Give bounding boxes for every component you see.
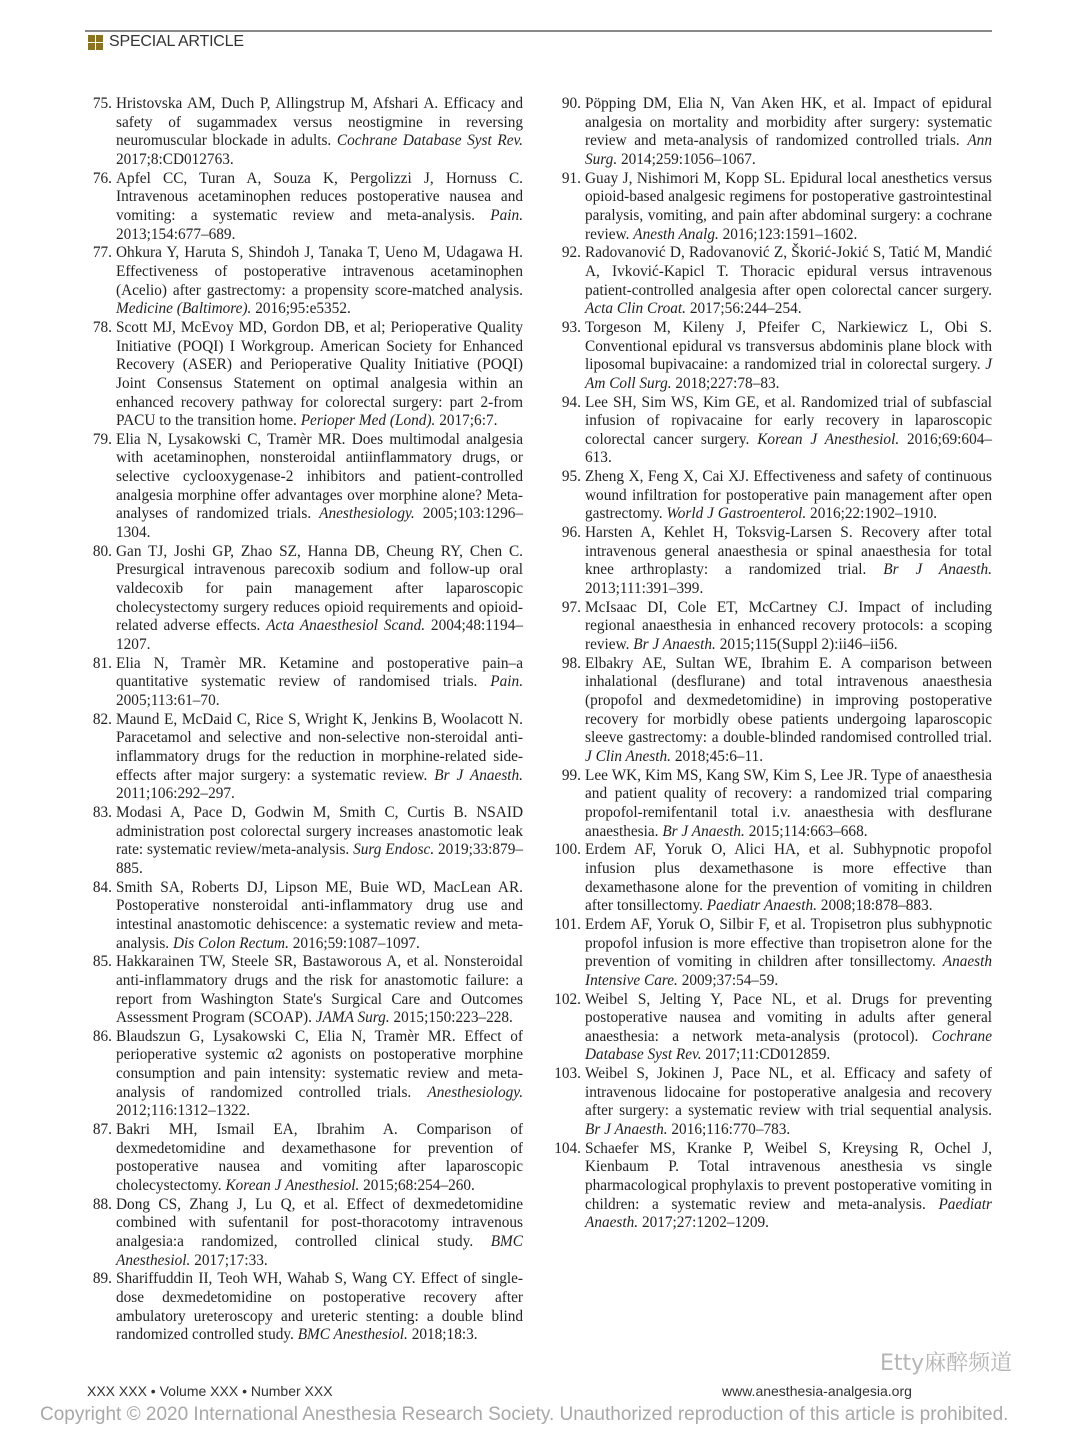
reference-citation: 2017;6:7.	[439, 412, 498, 430]
reference-journal: BMC Anesthesiol.	[116, 1233, 523, 1269]
reference-body: Lee WK, Kim MS, Kang SW, Kim S, Lee JR. Type of anaesthesia and patient quality of recovery: a randomized trial comparing propofol-remifentanil total i.v. anaesthesia with desflurane anaesthesia.	[585, 766, 992, 840]
reference-citation: 2005;113:61–70.	[116, 692, 220, 709]
reference-text	[116, 319, 523, 431]
reference-journal: World J Gastroenterol.	[666, 505, 807, 523]
reference-item	[554, 319, 992, 394]
reference-journal: Anaesth Intensive Care.	[585, 953, 993, 989]
reference-item	[85, 655, 523, 711]
reference-item	[85, 879, 523, 954]
reference-citation: 2016;22:1902–1910.	[810, 505, 938, 523]
reference-citation: 2013;111:391–399.	[585, 580, 704, 598]
reference-citation: 2017;8:CD012763.	[116, 150, 234, 168]
section-title: SPECIAL ARTICLE	[109, 33, 244, 50]
reference-number: 78.	[92, 318, 112, 336]
watermark-logo: Etty麻醉频道	[880, 1351, 1013, 1376]
footer-issue: XXX XXX • Volume XXX • Number XXX	[87, 1383, 333, 1399]
reference-item	[85, 1028, 523, 1121]
reference-journal: Paediatr Anaesth.	[585, 1195, 992, 1232]
reference-text	[116, 543, 523, 655]
reference-item	[554, 1140, 992, 1233]
reference-number: 95.	[561, 468, 581, 486]
reference-journal: Anesthesiology.	[427, 1083, 524, 1101]
reference-number: 96.	[561, 524, 581, 542]
reference-journal: Anesthesiology.	[319, 505, 415, 523]
reference-journal: Medicine (Baltimore).	[116, 300, 252, 318]
reference-number: 99.	[561, 766, 581, 784]
reference-citation: 2012;116:1312–1322.	[116, 1102, 251, 1120]
reference-body: Weibel S, Jelting Y, Pace NL, et al. Drugs for preventing postoperative nausea and vomiting in adults after general anaesthesia: a network meta-analysis (protocol).	[585, 990, 992, 1045]
reference-item	[554, 244, 992, 319]
reference-number: 87.	[92, 1121, 112, 1139]
reference-journal: Perioper Med (Lond).	[300, 412, 436, 430]
reference-body: Smith SA, Roberts DJ, Lipson ME, Buie WD, MacLean AR. Postoperative nonsteroidal anti-inflammatory drug use and intestinal anastomotic dehiscence: a systematic review and meta-analysis.	[116, 878, 523, 952]
reference-citation: 2009;37:54–59.	[681, 971, 779, 989]
reference-text	[585, 394, 992, 469]
reference-text	[116, 431, 523, 543]
reference-journal: Br J Anaesth.	[633, 636, 716, 654]
reference-number: 94.	[561, 393, 581, 411]
reference-body: Torgeson M, Kileny J, Pfeifer C, Narkiewicz L, Obi S. Conventional epidural vs transversus abdominis plane block with liposomal bupivacaine: a randomized trial in colorectal surgery.	[585, 318, 992, 374]
reference-citation: 2004;48:1194–1207.	[116, 617, 523, 654]
reference-number: 83.	[92, 803, 112, 821]
reference-body: Dong CS, Zhang J, Lu Q, et al. Effect of dexmedetomidine combined with sufentanil for post-thoracotomy intravenous analgesia:a randomized, controlled clinical study.	[116, 1195, 523, 1251]
reference-text	[585, 319, 992, 394]
reference-journal: Cochrane Database Syst Rev.	[585, 1027, 992, 1064]
reference-item	[554, 599, 992, 655]
reference-item	[554, 468, 992, 524]
reference-body: Elia N, Tramèr MR. Ketamine and postoperative pain–a quantitative systematic review of randomised trials.	[116, 654, 523, 691]
reference-number: 79.	[92, 430, 112, 448]
reference-item	[85, 1196, 523, 1271]
reference-citation: 2015;150:223–228.	[393, 1009, 513, 1027]
reference-number: 97.	[561, 598, 581, 616]
reference-item	[85, 244, 523, 319]
reference-number: 81.	[92, 654, 112, 672]
reference-text	[116, 953, 523, 1028]
reference-item	[85, 804, 523, 879]
reference-item	[85, 95, 523, 170]
reference-item	[85, 711, 523, 804]
reference-number: 98.	[561, 654, 581, 672]
reference-item	[554, 841, 992, 916]
reference-item	[85, 1270, 523, 1345]
footer-url[interactable]: www.anesthesia-analgesia.org	[722, 1383, 912, 1399]
reference-item	[554, 767, 992, 842]
reference-number: 76.	[92, 169, 112, 187]
reference-number: 86.	[92, 1027, 112, 1045]
reference-text	[116, 879, 523, 954]
reference-body: Gan TJ, Joshi GP, Zhao SZ, Hanna DB, Cheung RY, Chen C. Presurgical intravenous parecoxib sodium and follow-up oral valdecoxib for pain management after laparoscopic cholecystectomy surgery reduces opioid requirements and opioid-related adverse effects.	[116, 542, 523, 635]
reference-body: Maund E, McDaid C, Rice S, Wright K, Jenkins B, Woolacott N. Paracetamol and selective and non-selective non-steroidal anti-inflammatory drugs for the reduction in morphine-related side-effects after major surgery: a systematic review.	[116, 710, 523, 784]
reference-journal: Paediatr Anaesth.	[706, 897, 817, 915]
reference-journal: J Am Coll Surg.	[585, 356, 992, 392]
reference-body: Erdem AF, Yoruk O, Alici HA, et al. Subhypnotic propofol infusion plus dexamethasone is more effective than dexamethasone alone for the prevention of vomiting in children after tonsillectomy.	[585, 841, 992, 915]
reference-item	[85, 319, 523, 431]
reference-number: 91.	[561, 169, 581, 187]
reference-number: 101.	[554, 915, 581, 933]
reference-text	[585, 1065, 992, 1140]
reference-citation: 2018;18:3.	[411, 1326, 478, 1344]
reference-citation: 2016;123:1591–1602.	[722, 225, 858, 243]
reference-body: Schaefer MS, Kranke P, Weibel S, Kreysing R, Ochel J, Kienbaum P. Total intravenous anesthesia vs single pharmacological prophylaxis to prevent postoperative vomiting in children: a systematic review and meta-analysis.	[585, 1139, 992, 1213]
reference-journal: Acta Anaesthesiol Scand.	[266, 617, 426, 635]
reference-text	[585, 170, 992, 245]
reference-number: 88.	[92, 1195, 112, 1213]
reference-citation: 2016;116:770–783.	[671, 1121, 791, 1139]
reference-journal: Dis Colon Rectum.	[172, 934, 289, 952]
reference-journal: Surg Endosc.	[353, 841, 435, 859]
reference-text	[116, 1028, 523, 1121]
reference-citation: 2005;103:1296–1304.	[116, 505, 524, 542]
reference-item	[554, 916, 992, 991]
reference-item	[554, 394, 992, 469]
reference-journal: Br J Anaesth.	[662, 822, 745, 840]
reference-citation: 2015;115(Suppl 2):ii46–ii56.	[719, 636, 898, 654]
reference-body: Harsten A, Kehlet H, Toksvig-Larsen S. Recovery after total intravenous general anaesthesia or spinal anaesthesia for total knee arthroplasty: a randomized trial.	[585, 524, 992, 579]
reference-citation: 2014;259:1056–1067.	[620, 150, 756, 168]
reference-text	[116, 1196, 523, 1271]
reference-citation: 2017;27:1202–1209.	[641, 1214, 769, 1232]
reference-number: 103.	[554, 1065, 581, 1083]
reference-body: Ohkura Y, Haruta S, Shindoh J, Tanaka T, Ueno M, Udagawa H. Effectiveness of postoperative intravenous acetaminophen (Acelio) after gastrectomy: a propensity score-matched analysis.	[116, 244, 523, 299]
reference-journal: Korean J Anesthesiol.	[757, 430, 900, 448]
reference-body: Modasi A, Pace D, Godwin M, Smith C, Curtis B. NSAID administration post colorectal surgery increases anastomotic leak rate: systematic review/meta-analysis.	[116, 803, 523, 859]
reference-text	[116, 244, 523, 319]
reference-text	[585, 991, 992, 1066]
reference-body: Elbakry AE, Sultan WE, Ibrahim E. A comparison between inhalational (desflurane) and total intravenous anaesthesia (propofol and dexmedetomidine) in improving postoperative recovery for morbidly obese patients undergoing laparoscopic sleeve gastrectomy: a double-blinded randomised controlled trial.	[585, 654, 992, 747]
reference-citation: 2017;56:244–254.	[689, 300, 802, 318]
reference-number: 89.	[92, 1270, 112, 1288]
reference-item	[85, 1121, 523, 1196]
reference-number: 77.	[92, 244, 112, 262]
reference-body: Hakkarainen TW, Steele SR, Bastaworous A, et al. Nonsteroidal anti-inflammatory drugs and the risk for anastomotic failure: a report from Washington State's Surgical Care and Outcomes Assessment Program (SCOAP).	[116, 953, 523, 1027]
reference-text	[116, 170, 523, 245]
reference-body: Shariffuddin II, Teoh WH, Wahab S, Wang CY. Effect of single-dose dexmedetomidine on postoperative recovery after ambulatory ureteroscopy and ureteric stenting: a double blind randomized controlled study.	[116, 1270, 523, 1344]
reference-text	[116, 655, 523, 711]
reference-number: 75.	[92, 95, 112, 112]
reference-text	[116, 1270, 523, 1345]
reference-number: 80.	[92, 542, 112, 560]
reference-text	[116, 804, 523, 879]
reference-text	[585, 244, 992, 319]
reference-body: Bakri MH, Ismail EA, Ibrahim A. Comparison of dexmedetomidine and dexamethasone for prevention of postoperative nausea and vomiting after laparoscopic cholecystectomy.	[116, 1121, 523, 1195]
reference-journal: Br J Anaesth.	[434, 766, 523, 784]
reference-text	[585, 524, 992, 599]
reference-body: Blaudszun G, Lysakowski C, Elia N, Tramèr MR. Effect of perioperative systemic α2 agonists on postoperative morphine consumption and pain intensity: systematic review and meta-analysis of randomized controlled trials.	[116, 1027, 523, 1101]
reference-citation: 2018;45:6–11.	[674, 747, 764, 765]
reference-body: Elia N, Lysakowski C, Tramèr MR. Does multimodal analgesia with acetaminophen, nonsteroidal antiinflammatory drugs, or selective cyclooxygenase-2 inhibitors and patient-controlled analgesia morphine offer advantages over morphine alone? Meta-analyses of randomized trials.	[116, 430, 523, 523]
header-rule	[85, 30, 992, 32]
reference-journal: Pain.	[490, 206, 524, 224]
reference-body: Hristovska AM, Duch P, Allingstrup M, Afshari A. Efficacy and safety of sugammadex versus neostigmine in reversing neuromuscular blockade in adults.	[116, 95, 523, 150]
reference-citation: 2016;59:1087–1097.	[292, 934, 420, 952]
reference-item	[85, 543, 523, 655]
reference-text	[585, 655, 992, 767]
reference-journal: Acta Clin Croat.	[585, 300, 686, 318]
reference-citation: 2018;227:78–83.	[675, 374, 780, 392]
copyright-notice: Copyright © 2020 International Anesthesia Research Society. Unauthorized reproduction of this article is prohibited.	[40, 1404, 1009, 1425]
reference-item	[554, 524, 992, 599]
reference-citation: 2017;11:CD012859.	[705, 1046, 831, 1064]
reference-citation: 2008;18:878–883.	[820, 897, 933, 915]
reference-number: 93.	[561, 318, 581, 336]
section-logo-icon	[88, 35, 103, 50]
reference-journal: Anesth Analg.	[633, 225, 719, 243]
reference-item	[554, 170, 992, 245]
reference-number: 104.	[554, 1139, 581, 1157]
reference-journal: Cochrane Database Syst Rev.	[336, 132, 524, 150]
reference-body: Apfel CC, Turan A, Souza K, Pergolizzi J, Hornuss C. Intravenous acetaminophen reduces postoperative nausea and vomiting: a systematic review and meta-analysis.	[116, 169, 523, 224]
reference-journal: BMC Anesthesiol.	[297, 1326, 408, 1344]
reference-citation: 2011;106:292–297.	[116, 785, 235, 803]
reference-body: Weibel S, Jokinen J, Pace NL, et al. Efficacy and safety of intravenous lidocaine for postoperative analgesia and recovery after surgery: a systematic review with trial sequential analysis.	[585, 1065, 992, 1120]
reference-citation: 2016;69:604–613.	[585, 430, 993, 467]
reference-item	[554, 95, 992, 170]
reference-item	[554, 1065, 992, 1140]
reference-item	[85, 170, 523, 245]
reference-body: Guay J, Nishimori M, Kopp SL. Epidural local anesthetics versus opioid-based analgesic regimens for postoperative gastrointestinal paralysis, vomiting, and pain after abdominal surgery: a cochrane review.	[585, 169, 992, 243]
reference-body: Radovanović D, Radovanović Z, Škorić-Jokić S, Tatić M, Mandić A, Ivković-Kapicl T. Thoracic epidural versus intravenous patient-controlled analgesia after open colorectal cancer surgery.	[585, 244, 992, 299]
reference-journal: JAMA Surg.	[315, 1009, 390, 1027]
reference-body: Scott MJ, McEvoy MD, Gordon DB, et al; Perioperative Quality Initiative (POQI) I Workgroup. American Society for Enhanced Recovery (ASER) and Perioperative Quality Initiative (POQI) Joint Consensus Statement on optimal analgesia within an enhanced recovery pathway for colorectal surgery: part 2-from PACU to the transition home.	[116, 318, 523, 430]
reference-text	[585, 599, 992, 655]
reference-citation: 2015;68:254–260.	[363, 1177, 475, 1195]
reference-body: Erdem AF, Yoruk O, Silbir F, et al. Tropisetron plus subhypnotic propofol infusion is more effective than tropisetron alone for the prevention of vomiting in children after tonsillectomy.	[585, 915, 992, 971]
reference-number: 92.	[561, 244, 581, 262]
reference-text	[585, 841, 992, 916]
reference-number: 85.	[92, 953, 112, 971]
reference-body: Lee SH, Sim WS, Kim GE, et al. Randomized trial of subfascial infusion of ropivacaine for early recovery in laparoscopic colorectal cancer surgery.	[585, 393, 992, 448]
reference-item	[554, 991, 992, 1066]
section-header	[88, 33, 244, 51]
reference-item	[554, 655, 992, 767]
reference-citation: 2015;114:663–668.	[748, 822, 868, 840]
reference-citation: 2019;33:879–885.	[116, 841, 523, 877]
reference-body: Zheng X, Feng X, Cai XJ. Effectiveness and safety of continuous wound infiltration for postoperative pain management after open gastrectomy.	[585, 468, 992, 523]
reference-citation: 2017;17:33.	[194, 1251, 268, 1269]
reference-citation: 2016;95:e5352.	[255, 300, 351, 318]
reference-journal: Pain.	[490, 673, 524, 691]
reference-number: 90.	[561, 95, 581, 112]
reference-number: 100.	[554, 841, 581, 859]
reference-number: 82.	[92, 710, 112, 728]
reference-list	[85, 95, 992, 1345]
reference-journal: Br J Anaesth.	[883, 561, 992, 579]
reference-journal: Korean J Anesthesiol.	[225, 1177, 360, 1195]
reference-text	[116, 1121, 523, 1196]
reference-citation: 2013;154:677–689.	[116, 225, 236, 243]
reference-body: Pöpping DM, Elia N, Van Aken HK, et al. Impact of epidural analgesia on mortality and morbidity after surgery: systematic review and meta-analysis of randomized controlled trials.	[585, 95, 992, 150]
reference-journal: Ann Surg.	[585, 132, 992, 168]
reference-text	[116, 711, 523, 804]
reference-text	[585, 95, 992, 170]
reference-text	[585, 767, 992, 842]
reference-journal: Br J Anaesth.	[585, 1121, 668, 1139]
reference-text	[116, 95, 523, 170]
reference-text	[585, 1140, 992, 1233]
reference-journal: J Clin Anesth.	[585, 747, 671, 765]
reference-number: 84.	[92, 878, 112, 896]
reference-item	[85, 431, 523, 543]
reference-text	[585, 468, 992, 524]
reference-item	[85, 953, 523, 1028]
reference-text	[585, 916, 992, 991]
reference-number: 102.	[554, 990, 581, 1008]
reference-body: McIsaac DI, Cole ET, McCartney CJ. Impact of including regional anaesthesia in enhanced recovery protocols: a scoping review.	[585, 598, 992, 654]
